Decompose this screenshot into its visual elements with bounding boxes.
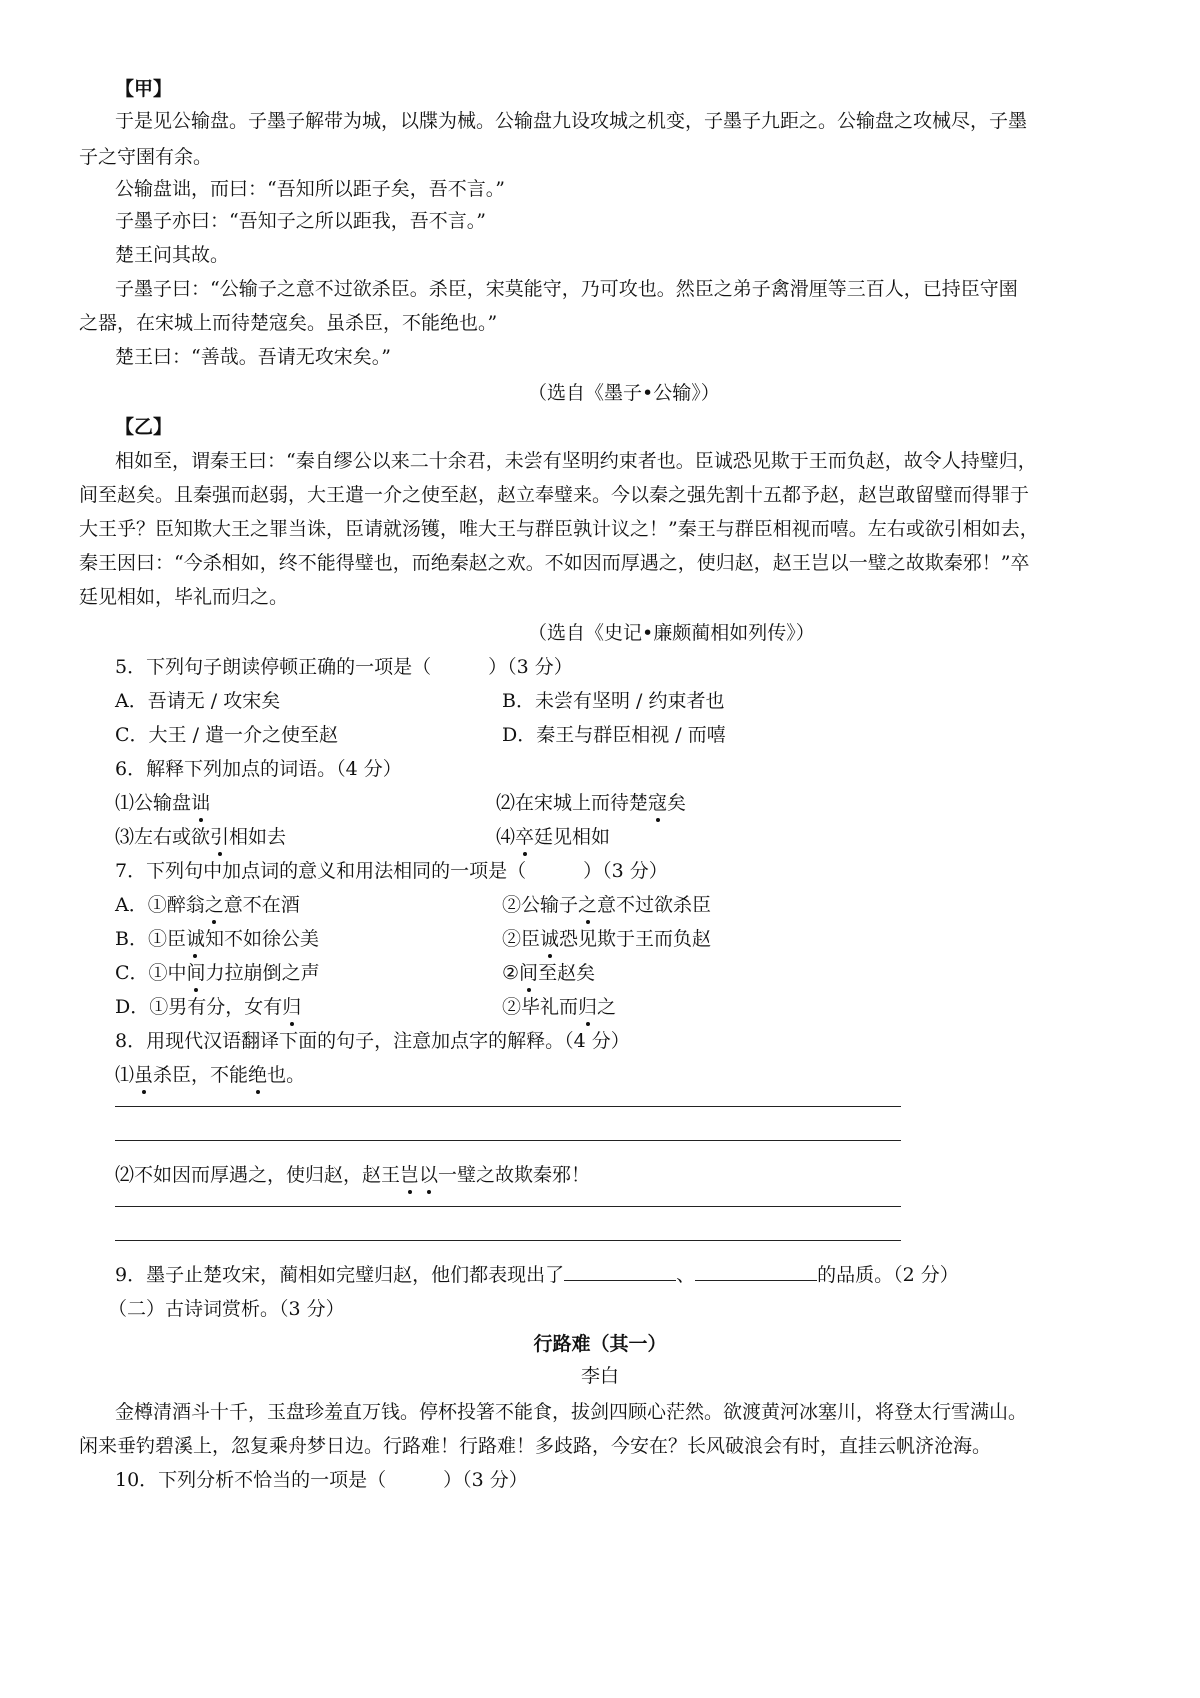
question-7-option-a-1: A．①醉翁之意不在酒	[115, 894, 300, 916]
passage-yi-line: 大王乎？臣知欺大王之罪当诛，臣请就汤镬，唯大王与群臣孰计议之！”秦王与群臣相视而嘻。左右或欲引相如去，	[79, 518, 1039, 540]
question-6-item-1: ⑴公输盘诎	[115, 792, 211, 814]
question-7-option-d-2: ②毕礼而归之	[502, 996, 617, 1018]
passage-jia-line: 子之守圉有余。	[79, 146, 213, 168]
poem-author: 李白	[580, 1365, 619, 1387]
question-6-item-2: ⑵在宋城上而待楚寇矣	[496, 792, 687, 814]
passage-jia-line: 楚王曰：“善哉。吾请无攻宋矣。”	[115, 346, 391, 368]
fill-blank-1[interactable]	[564, 1262, 676, 1281]
passage-yi-line: 秦王因曰：“今杀相如，终不能得璧也，而绝秦赵之欢。不如因而厚遇之，使归赵，赵王岂以一璧之故欺秦邪！”卒	[79, 552, 1030, 574]
question-7-option-c-1: C．①中间力拉崩倒之声	[115, 962, 320, 984]
poem-line: 闲来垂钓碧溪上，忽复乘舟梦日边。行路难！行路难！多歧路，今安在？长风破浪会有时，直挂云帆济沧海。	[79, 1435, 992, 1457]
question-8-stem: 8．用现代汉语翻译下面的句子，注意加点字的解释。（4 分）	[115, 1030, 630, 1052]
question-9: 9．墨子止楚攻宋，蔺相如完璧归赵，他们都表现出了 、 的品质。（2 分）	[115, 1264, 959, 1286]
question-6-item-4: ⑷卒廷见相如	[496, 826, 611, 848]
question-5-option-a: A．吾请无 / 攻宋矣	[115, 690, 281, 712]
question-10-stem: 10．下列分析不恰当的一项是（ ）（3 分）	[115, 1469, 528, 1491]
fill-blank-2[interactable]	[695, 1262, 817, 1281]
answer-line[interactable]	[115, 1140, 901, 1141]
passage-yi-line: 间至赵矣。且秦强而赵弱，大王遣一介之使至赵，赵立奉璧来。今以秦之强先割十五都予赵，赵岂敢留璧而得罪于	[79, 484, 1030, 506]
answer-line[interactable]	[115, 1106, 901, 1107]
question-5-option-b: B．未尝有坚明 / 约束者也	[502, 690, 725, 712]
passage-jia-line: 之器，在宋城上而待楚寇矣。虽杀臣，不能绝也。”	[79, 312, 498, 334]
passage-jia-source: （选自《墨子•公输》）	[528, 382, 720, 404]
question-6-stem: 6．解释下列加点的词语。（4 分）	[115, 758, 402, 780]
question-7-option-c-2: ②间至赵矣	[502, 962, 596, 984]
question-8-sentence-1: ⑴虽杀臣，不能绝也。	[115, 1064, 306, 1086]
passage-jia-line: 楚王问其故。	[115, 244, 230, 266]
question-8-sentence-2: ⑵不如因而厚遇之，使归赵，赵王岂以一璧之故欺秦邪！	[115, 1164, 591, 1186]
passage-yi-header: 【乙】	[115, 416, 173, 438]
section-2-heading: （二）古诗词赏析。（3 分）	[108, 1298, 345, 1320]
question-5-stem: 5．下列句子朗读停顿正确的一项是（ ）（3 分）	[115, 656, 573, 678]
question-6-item-3: ⑶左右或欲引相如去	[115, 826, 287, 848]
passage-jia-line: 子墨子曰：“公输子之意不过欲杀臣。杀臣，宋莫能守，乃可攻也。然臣之弟子禽滑厘等三百人，已持臣守圉	[115, 278, 1018, 300]
passage-jia-line: 公输盘诎，而曰：“吾知所以距子矣，吾不言。”	[115, 178, 505, 200]
question-7-option-d-1: D．①男有分，女有归	[115, 996, 302, 1018]
poem-title: 行路难（其一）	[533, 1333, 667, 1355]
passage-yi-line: 廷见相如，毕礼而归之。	[79, 586, 289, 608]
passage-jia-line: 于是见公输盘。子墨子解带为城，以牒为械。公输盘九设攻城之机变，子墨子九距之。公输盘之攻械尽，子墨	[115, 110, 1028, 132]
poem-line: 金樽清酒斗十千，玉盘珍羞直万钱。停杯投箸不能食，拔剑四顾心茫然。欲渡黄河冰塞川，将登太行雪满山。	[115, 1401, 1028, 1423]
passage-jia-line: 子墨子亦曰：“吾知子之所以距我，吾不言。”	[115, 210, 486, 232]
question-7-option-b-1: B．①臣诚知不如徐公美	[115, 928, 319, 950]
question-7-option-b-2: ②臣诚恐见欺于王而负赵	[502, 928, 712, 950]
answer-line[interactable]	[115, 1240, 901, 1241]
passage-jia-header: 【甲】	[115, 78, 173, 100]
question-7-option-a-2: ②公输子之意不过欲杀臣	[502, 894, 712, 916]
passage-yi-source: （选自《史记•廉颇蔺相如列传》）	[528, 622, 815, 644]
question-5-option-c: C．大王 / 遣一介之使至赵	[115, 724, 339, 746]
question-5-option-d: D．秦王与群臣相视 / 而嘻	[502, 724, 726, 746]
question-7-stem: 7．下列句中加点词的意义和用法相同的一项是（ ）（3 分）	[115, 860, 668, 882]
passage-yi-line: 相如至，谓秦王曰：“秦自缪公以来二十余君，未尝有坚明约束者也。臣诚恐见欺于王而负赵，故令人持璧归，	[115, 450, 1037, 472]
answer-line[interactable]	[115, 1206, 901, 1207]
